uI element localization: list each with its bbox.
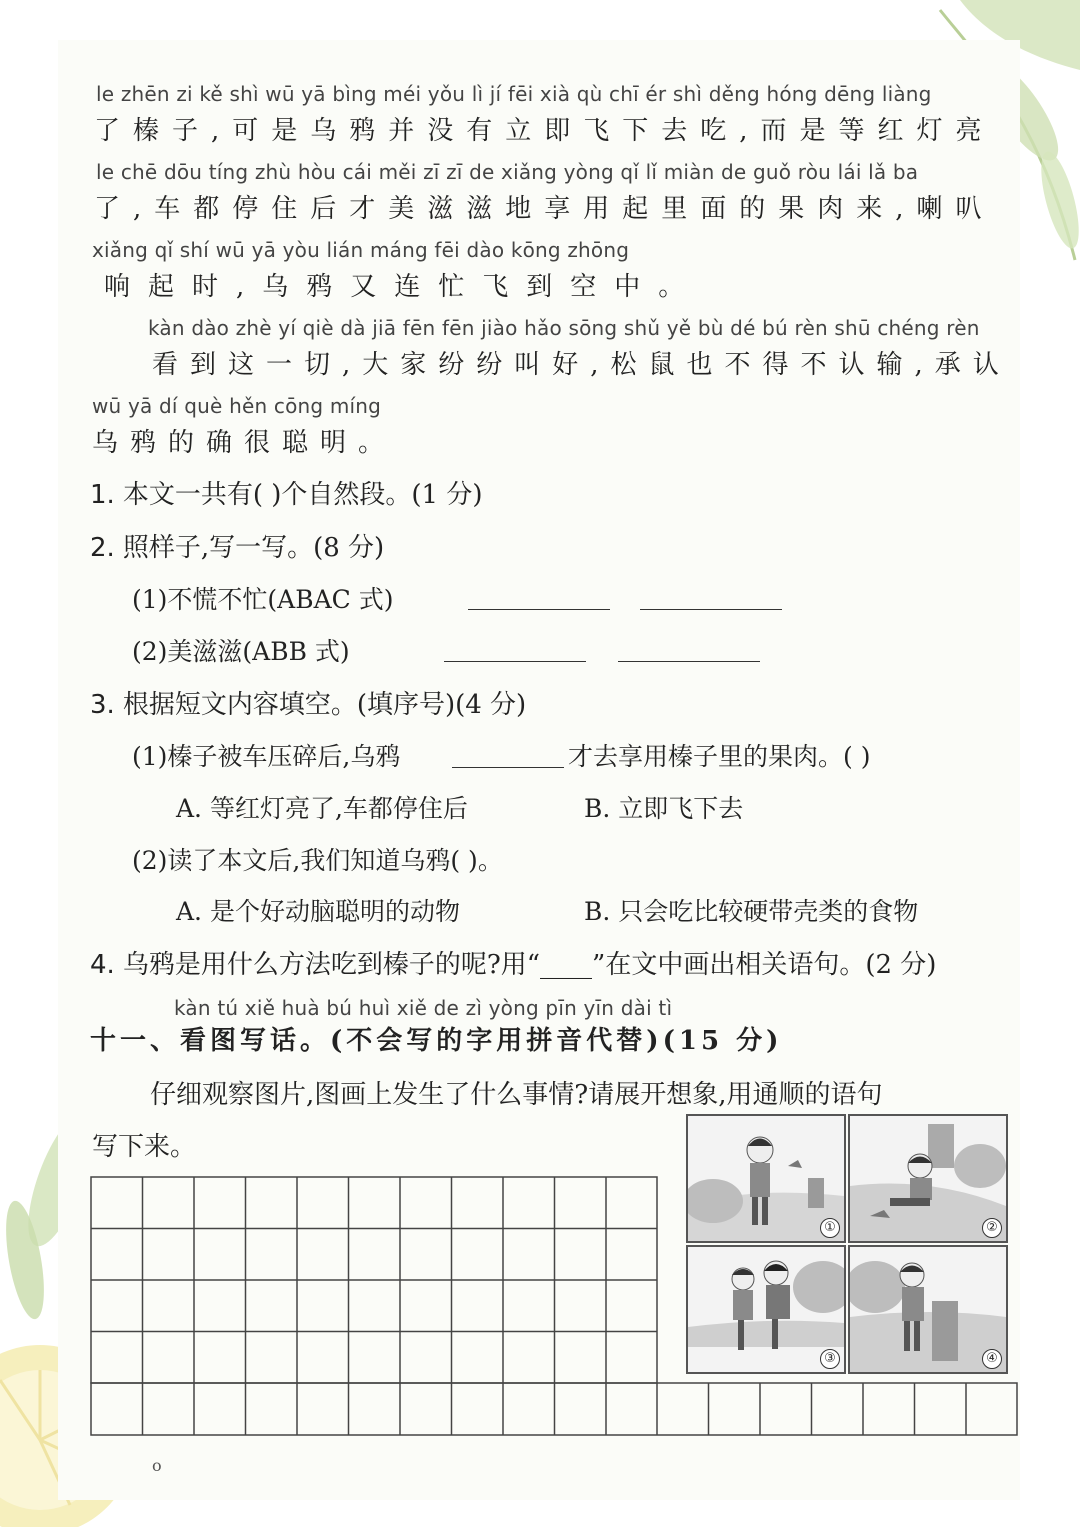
answer-blank-2-2b[interactable] xyxy=(618,660,760,662)
question-1 xyxy=(90,474,482,511)
pinyin-line-2: le chē dōu tíng zhù hòu cái měi zī zī de xiǎng yòng qǐ lǐ miàn de guǒ ròu lái lǎ ba xyxy=(96,160,919,184)
answer-blank-2-2a[interactable] xyxy=(444,660,586,662)
question-2 xyxy=(90,527,384,564)
question-3-option-2b: B. 只会吃比较硬带壳类的食物 xyxy=(584,897,919,926)
page-mark: o xyxy=(152,1456,162,1475)
section-11-pinyin: kàn tú xiě huà bú huì xiě de zì yòng pīn yīn dài tì xyxy=(174,996,673,1020)
question-3-sub-1-end: 才去享用榛子里的果肉。( ) xyxy=(568,742,871,771)
question-2-number: 2. xyxy=(90,533,115,563)
question-3-option-1a: A. 等红灯亮了,车都停住后 xyxy=(176,794,468,823)
question-3-sub-1-start: (1)榛子被车压碎后,乌鸦 xyxy=(132,742,401,771)
question-3-option-2a: A. 是个好动脑聪明的动物 xyxy=(176,897,460,926)
question-4 xyxy=(90,944,936,981)
question-3 xyxy=(90,684,526,721)
picture-4-number: ④ xyxy=(982,1349,1002,1369)
hanzi-line-4: 看到这一切,大家纷纷叫好,松鼠也不得不认输,承认 xyxy=(152,350,1011,380)
question-3-text: 根据短文内容填空。(填序号)(4 分) xyxy=(122,690,527,720)
question-1-text: 本文一共有( )个自然段。(1 分) xyxy=(122,480,483,510)
question-2-sub-1: (1)不慌不忙(ABAC 式) xyxy=(132,585,394,614)
section-11-instruction-2: 写下来。 xyxy=(92,1132,197,1162)
question-4-text: 乌鸦是用什么方法吃到榛子的呢?用“____”在文中画出相关语句。(2 分) xyxy=(122,950,937,980)
section-11-instruction-1: 仔细观察图片,图画上发生了什么事情?请展开想象,用通顺的语句 xyxy=(150,1080,883,1110)
question-3-option-1b: B. 立即飞下去 xyxy=(584,794,744,823)
question-3-sub-2: (2)读了本文后,我们知道乌鸦( )。 xyxy=(132,846,503,875)
section-11-title: 十一、看图写话。(不会写的字用拼音代替)(15 分) xyxy=(90,1026,783,1056)
hanzi-line-3: 响起时,乌鸦又连忙飞到空中。 xyxy=(104,272,703,302)
picture-3-number: ③ xyxy=(820,1349,840,1369)
pinyin-line-1: le zhēn zi kě shì wū yā bìng méi yǒu lì jí fēi xià qù chī ér shì děng hóng dēng liàng xyxy=(96,82,932,106)
answer-blank-3-1[interactable] xyxy=(452,766,564,768)
picture-3 xyxy=(686,1245,846,1374)
picture-2 xyxy=(848,1114,1008,1243)
picture-1-number: ① xyxy=(820,1218,840,1238)
picture-4 xyxy=(848,1245,1008,1374)
hanzi-line-2: 了,车都停住后才美滋滋地享用起里面的果肉来,喇叭 xyxy=(94,194,995,224)
question-3-number: 3. xyxy=(90,690,115,720)
picture-panel-group xyxy=(686,1114,1008,1374)
question-2-sub-2: (2)美滋滋(ABB 式) xyxy=(132,637,350,666)
pinyin-line-5: wū yā dí què hěn cōng míng xyxy=(92,394,382,418)
question-2-text: 照样子,写一写。(8 分) xyxy=(122,533,385,563)
picture-2-number: ② xyxy=(982,1218,1002,1238)
pinyin-line-4: kàn dào zhè yí qiè dà jiā fēn fēn jiào hǎo sōng shǔ yě bù dé bú rèn shū chéng rèn xyxy=(148,316,980,340)
answer-blank-2-1b[interactable] xyxy=(640,608,782,610)
question-1-number: 1. xyxy=(90,480,115,510)
pinyin-line-3: xiǎng qǐ shí wū yā yòu lián máng fēi dào kōng zhōng xyxy=(92,238,630,262)
answer-blank-2-1a[interactable] xyxy=(468,608,610,610)
question-4-number: 4. xyxy=(90,950,115,980)
picture-1 xyxy=(686,1114,846,1243)
hanzi-line-5: 乌鸦的确很聪明。 xyxy=(92,428,397,458)
hanzi-line-1: 了榛子,可是乌鸦并没有立即飞下去吃,而是等红灯亮 xyxy=(94,116,995,146)
